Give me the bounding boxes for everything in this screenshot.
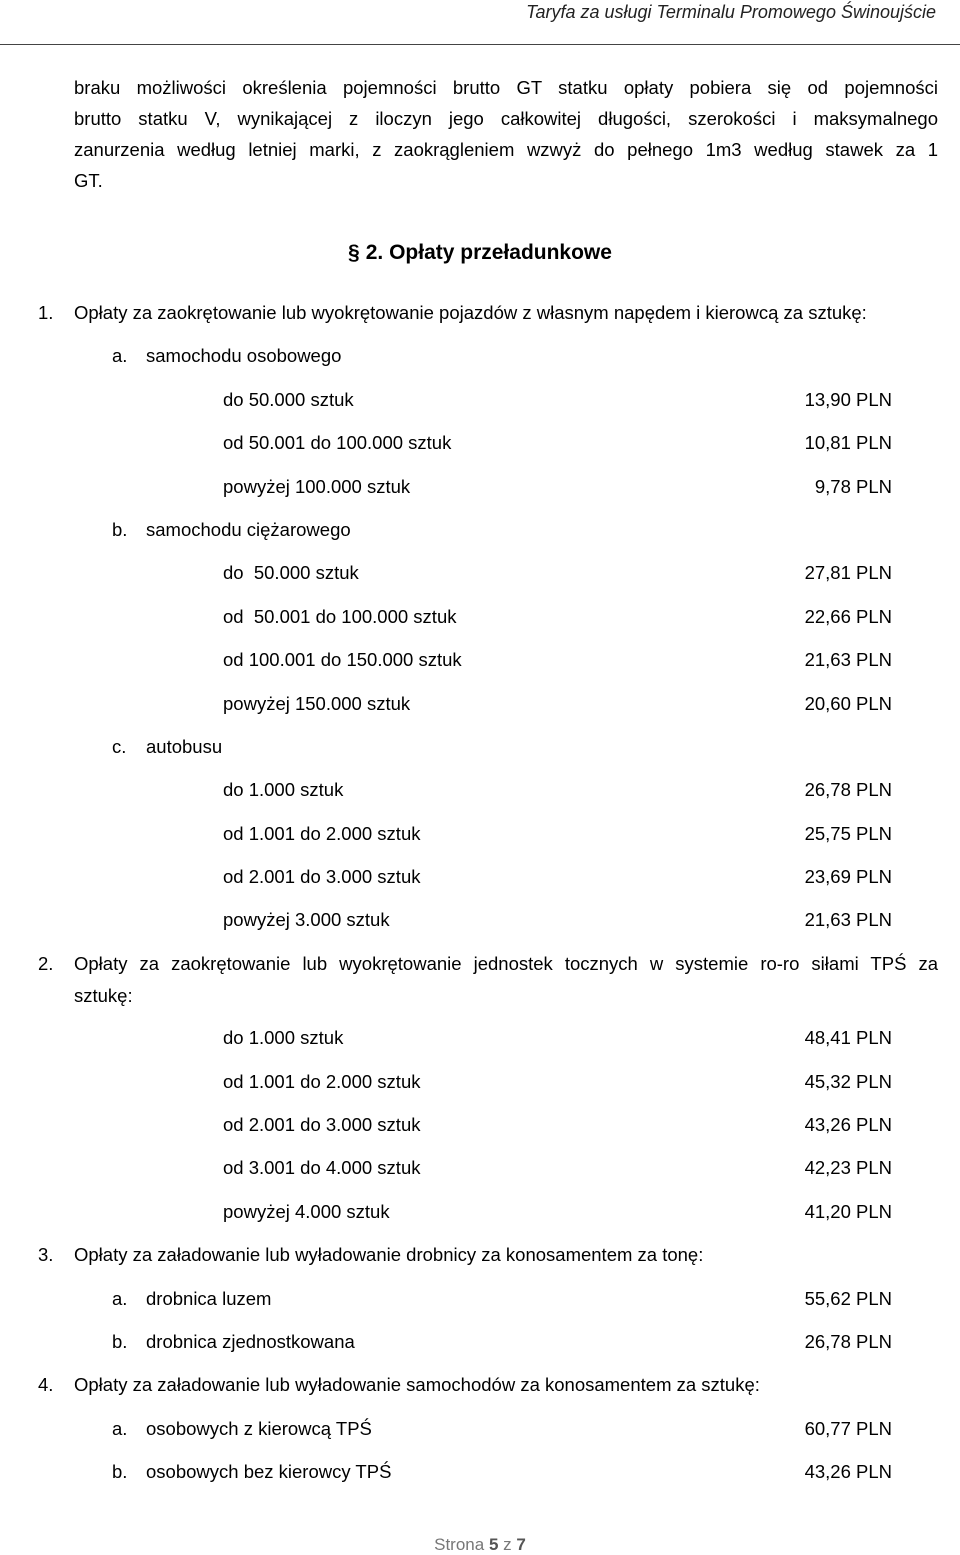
intro-line: brutto statku V, wynikającej z iloczyn jego całkowitej długości, szerokości i maksymalnego [74,108,938,129]
price-value: 43,26 PLN [804,1461,892,1482]
price-value: 10,81 PLN [804,432,892,453]
sub-letter: a. [112,1418,128,1439]
section-symbol: § [348,241,360,264]
sub-label: samochodu ciężarowego [146,519,351,540]
intro-line: zanurzenia według letniej marki, z zaokrągleniem wzwyż do pełnego 1m3 według stawek za 1 [74,139,938,160]
intro-paragraph [74,72,938,196]
price-value: 21,63 PLN [804,909,892,930]
range-label: do 50.000 sztuk [223,389,354,410]
sub-letter: c. [112,736,127,757]
item-number: 1. [38,302,54,323]
price-value: 13,90 PLN [804,389,892,410]
range-label: od 1.001 do 2.000 sztuk [223,1071,421,1092]
range-label: do 1.000 sztuk [223,1027,344,1048]
range-label: od 2.001 do 3.000 sztuk [223,1114,421,1135]
price-value: 60,77 PLN [804,1418,892,1439]
range-label: od 50.001 do 100.000 sztuk [223,606,457,627]
range-label: od 50.001 do 100.000 sztuk [223,432,452,453]
footer-total-pages: 7 [516,1535,526,1554]
range-label: powyżej 100.000 sztuk [223,476,411,497]
intro-line: GT. [74,170,103,191]
price-value: 21,63 PLN [804,649,892,670]
sub-label: osobowych bez kierowcy TPŚ [146,1461,392,1482]
range-label: do 50.000 sztuk [223,562,359,583]
price-value: 26,78 PLN [804,1331,892,1352]
section-title: 2. Opłaty przeładunkowe [365,241,612,264]
page-footer [0,1535,960,1555]
item-text: Opłaty za zaokrętowanie lub wyokrętowanie pojazdów z własnym napędem i kierowcą za sztukę: [74,302,867,323]
range-label: powyżej 4.000 sztuk [223,1201,390,1222]
range-label: od 3.001 do 4.000 sztuk [223,1157,421,1178]
footer-page-number: 5 [488,1535,499,1554]
price-value: 48,41 PLN [804,1027,892,1048]
item-text-continuation: sztukę: [74,985,133,1006]
sub-letter: b. [112,1461,128,1482]
range-label: do 1.000 sztuk [223,779,344,800]
price-value: 25,75 PLN [804,823,892,844]
section-heading [0,241,960,265]
sub-letter: a. [112,1288,128,1309]
price-value: 27,81 PLN [804,562,892,583]
sub-letter: a. [112,345,128,366]
sub-letter: b. [112,1331,128,1352]
range-label: od 100.001 do 150.000 sztuk [223,649,462,670]
sub-letter: b. [112,519,128,540]
range-label: powyżej 150.000 sztuk [223,693,411,714]
price-value: 45,32 PLN [804,1071,892,1092]
footer-prefix: Strona [434,1535,485,1554]
range-label: od 2.001 do 3.000 sztuk [223,866,421,887]
price-value: 20,60 PLN [804,693,892,714]
sub-label: autobusu [146,736,223,757]
price-value: 23,69 PLN [804,866,892,887]
price-value: 9,78 PLN [814,476,892,497]
price-value: 41,20 PLN [804,1201,892,1222]
item-text: Opłaty za załadowanie lub wyładowanie samochodów za konosamentem za sztukę: [74,1374,760,1395]
price-value: 55,62 PLN [804,1288,892,1309]
sub-label: samochodu osobowego [146,345,342,366]
item-number: 2. [38,953,54,974]
price-value: 43,26 PLN [804,1114,892,1135]
price-value: 26,78 PLN [804,779,892,800]
footer-of: z [503,1535,512,1554]
range-label: od 1.001 do 2.000 sztuk [223,823,421,844]
item-number: 4. [38,1374,54,1395]
sub-label: osobowych z kierowcą TPŚ [146,1418,372,1439]
intro-line: braku możliwości określenia pojemności brutto GT statku opłaty pobiera się od pojemności [74,77,938,98]
range-label: powyżej 3.000 sztuk [223,909,390,930]
item-number: 3. [38,1244,54,1265]
item-text: Opłaty za zaokrętowanie lub wyokrętowanie jednostek tocznych w systemie ro-ro siłami TPŚ za [74,953,938,974]
sub-label: drobnica luzem [146,1288,272,1309]
document-header: Taryfa za usługi Terminalu Promowego Świnoujście [526,2,936,22]
sub-label: drobnica zjednostkowana [146,1331,355,1352]
header-divider [0,44,960,45]
price-value: 22,66 PLN [804,606,892,627]
price-value: 42,23 PLN [804,1157,892,1178]
item-text: Opłaty za załadowanie lub wyładowanie drobnicy za konosamentem za tonę: [74,1244,704,1265]
